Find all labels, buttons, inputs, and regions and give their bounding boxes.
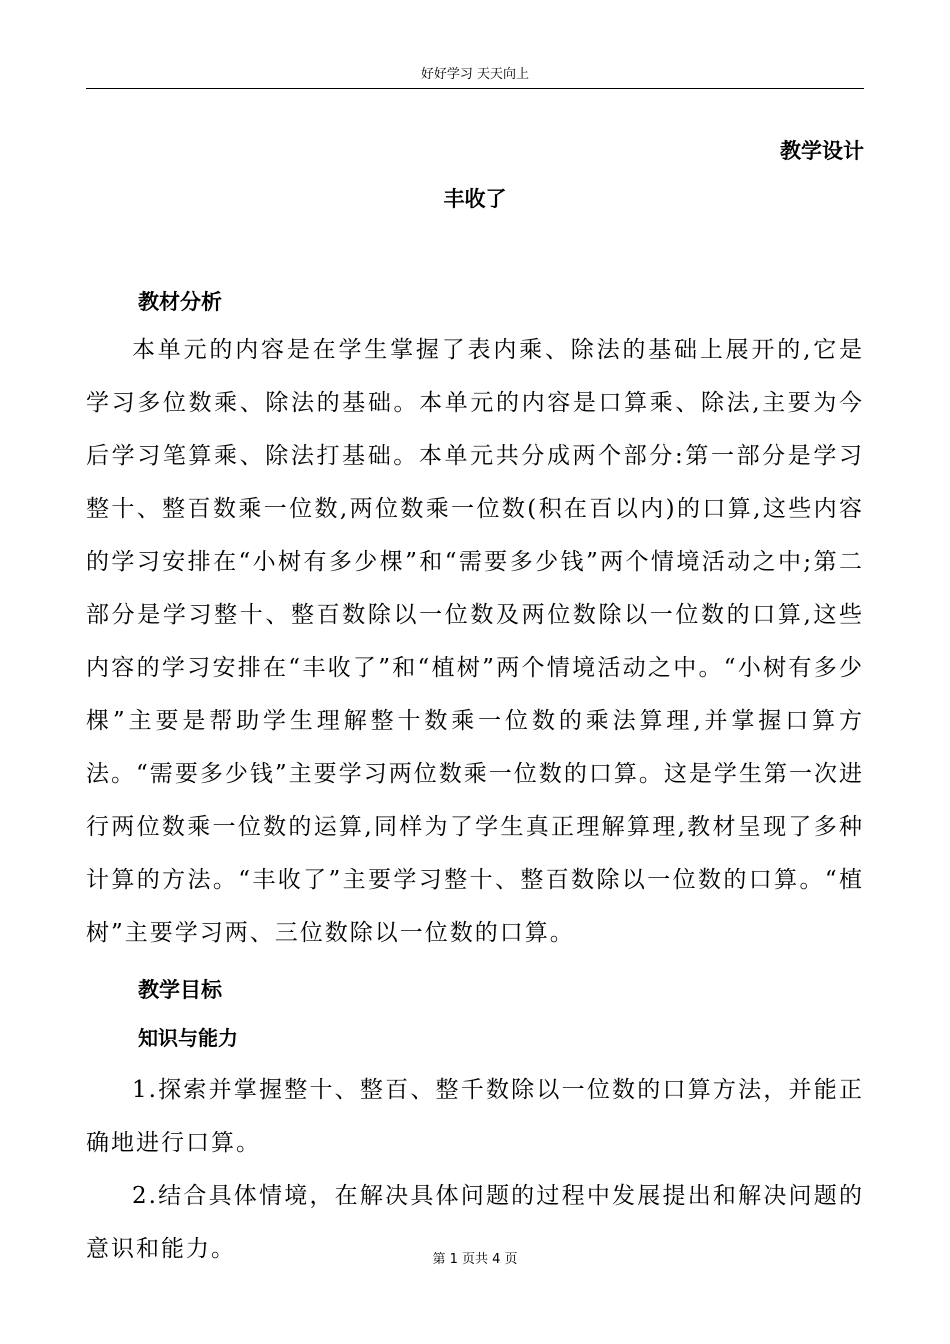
subheading-knowledge-ability: 知识与能力	[138, 1026, 238, 1050]
objective-item-1: 1.探索并掌握整十、整百、整千数除以一位数的口算方法，并能正确地进行口算。	[86, 1077, 864, 1156]
page-footer: 第 1 页共 4 页	[432, 1252, 518, 1267]
section-heading-analysis: 教材分析	[138, 290, 222, 314]
document-body	[86, 280, 864, 1276]
document-title: 丰收了	[443, 187, 507, 211]
document-type-label: 教学设计	[780, 139, 864, 163]
section-heading-objectives: 教学目标	[138, 978, 222, 1002]
page-header: 好好学习 天天向上	[420, 67, 530, 82]
header-divider	[86, 88, 864, 89]
analysis-paragraph: 本单元的内容是在学生掌握了表内乘、除法的基础上展开的,它是学习多位数乘、除法的基础。本单元的内容是口算乘、除法,主要为今后学习笔算乘、除法打基础。本单元共分成两个部分:第一部分是学习整十、整百数乘一位数,两位数乘一位数(积在百以内)的口算,这些内容的学习安排在“小树有多少棵”和“需要多少钱”两个情境活动之中;第二部分是学习整十、整百数除以一位数及两位数除以一位数的口算,这些内容的学习安排在“丰收了”和“植树”两个情境活动之中。“小树有多少棵”主要是帮助学生理解整十数乘一位数的乘法算理,并掌握口算方法。“需要多少钱”主要学习两位数乘一位数的口算。这是学生第一次进行两位数乘一位数的运算,同样为了学生真正理解算理,教材呈现了多种计算的方法。“丰收了”主要学习整十、整百数除以一位数的口算。“植树”主要学习两、三位数除以一位数的口算。	[86, 337, 864, 946]
objective-item-2: 2.结合具体情境，在解决具体问题的过程中发展提出和解决问题的意识和能力。	[86, 1183, 864, 1262]
